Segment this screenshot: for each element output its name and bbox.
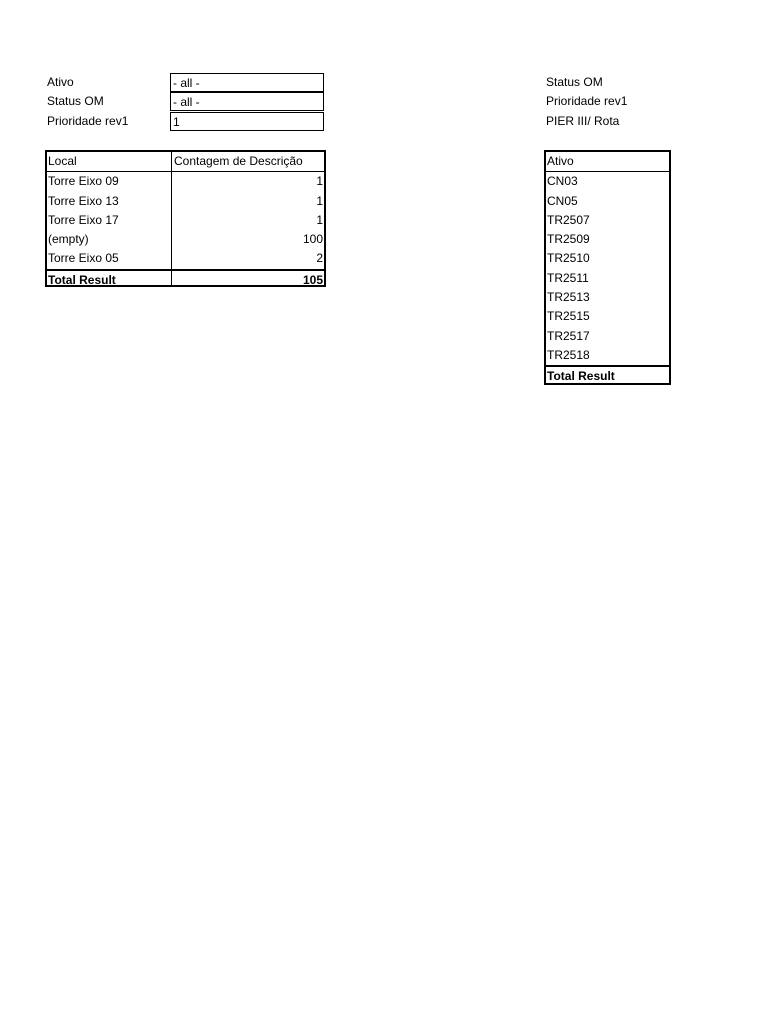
ativo-value: TR2510 [547,251,590,266]
filter-label-status-om: Status OM [47,94,104,108]
row-local: Torre Eixo 13 [48,193,119,208]
table-row [47,192,324,211]
list-item [546,327,669,346]
pivot-header-count: Contagem de Descrição [174,154,303,168]
row-local: Torre Eixo 05 [48,251,119,266]
row-count: 1 [316,212,323,227]
pivot-header-ativo: Ativo [547,154,574,168]
ativo-value: TR2515 [547,309,590,324]
row-count: 2 [316,251,323,266]
table-row [47,172,324,191]
row-count: 1 [316,193,323,208]
list-item [546,269,669,288]
list-item [546,249,669,268]
list-item [546,307,669,326]
pivot-total-row [47,269,324,290]
ativo-value: TR2517 [547,328,590,343]
filter-label-ativo: Ativo [47,75,74,89]
row-local: Torre Eixo 17 [48,212,119,227]
list-item [546,288,669,307]
list-item [546,346,669,365]
filter-label-pier-rota: PIER III/ Rota [546,114,620,128]
total-label: Total Result [48,272,116,287]
row-count: 1 [316,174,323,189]
pivot-header-row [47,152,324,172]
total-value: 105 [302,272,323,287]
filter-label-prioridade-right: Prioridade rev1 [546,94,628,108]
total-label: Total Result [547,369,615,384]
ativo-value: TR2509 [547,232,590,247]
row-local: Torre Eixo 09 [48,174,119,189]
pivot-header-local: Local [48,154,77,168]
table-row [47,230,324,249]
pivot-header-row [546,152,669,172]
table-row [47,249,324,268]
filter-label-status-om-right: Status OM [546,75,603,89]
ativo-value: TR2511 [547,270,589,285]
filter-value-status-om[interactable]: - all - [170,92,324,111]
row-count: 100 [302,232,323,247]
row-local: (empty) [48,232,89,247]
pivot-total-row [546,365,669,386]
list-item [546,192,669,211]
ativo-value: CN05 [547,193,578,208]
filter-value-prioridade[interactable]: 1 [170,112,324,131]
ativo-value: TR2513 [547,290,590,305]
filter-value-ativo[interactable]: - all - [170,73,324,92]
table-row [47,211,324,230]
pivot-table-ativo [544,150,671,385]
list-item [546,211,669,230]
ativo-value: CN03 [547,174,578,189]
filter-label-prioridade: Prioridade rev1 [47,114,129,128]
pivot-table-local [45,150,326,287]
ativo-value: TR2518 [547,347,590,362]
list-item [546,230,669,249]
ativo-value: TR2507 [547,212,590,227]
list-item [546,172,669,191]
